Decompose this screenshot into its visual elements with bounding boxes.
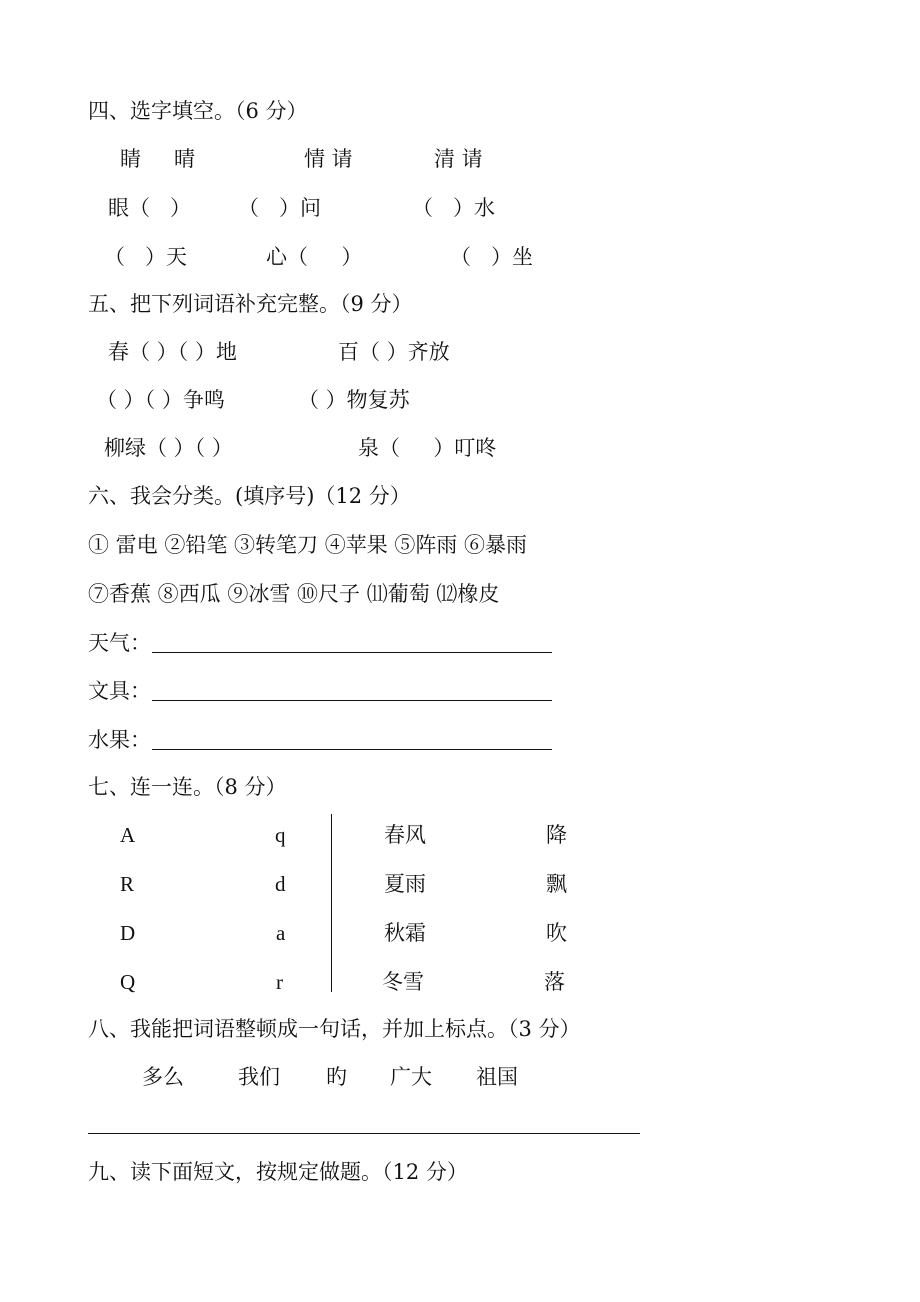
season-word: 秋霜 bbox=[384, 921, 426, 945]
word-card: 祖国 bbox=[476, 1065, 518, 1089]
word-card: 我们 bbox=[238, 1065, 280, 1089]
section-5-heading: 五、把下列词语补充完整。（9 分） bbox=[88, 292, 413, 316]
blank-4-4: （ ）天 bbox=[104, 245, 188, 269]
idiom-3: （ ）（ ）争鸣 bbox=[96, 388, 225, 412]
verb-word: 吹 bbox=[546, 921, 567, 945]
season-word: 夏雨 bbox=[384, 872, 426, 896]
choice-1: 睛 bbox=[120, 147, 141, 171]
items-line-1: ① 雷电 ②铅笔 ③转笔刀 ④苹果 ⑤阵雨 ⑥暴雨 bbox=[88, 533, 528, 557]
idiom-6: 泉（ ）叮咚 bbox=[358, 436, 497, 460]
blank-4-2: （ ）问 bbox=[238, 196, 322, 220]
lower-letter: d bbox=[275, 872, 286, 896]
blank-4-3: （ ）水 bbox=[412, 196, 496, 220]
blank-4-1: 眼（ ） bbox=[108, 196, 192, 220]
lower-letter: q bbox=[275, 823, 286, 847]
answer-line-fruit bbox=[152, 749, 552, 750]
blank-4-6: （ ）坐 bbox=[450, 245, 534, 269]
idiom-1: 春（ ）（ ）地 bbox=[108, 340, 237, 364]
lower-letter: a bbox=[276, 921, 286, 945]
verb-word: 落 bbox=[544, 970, 565, 994]
word-card: 旳 bbox=[326, 1065, 347, 1089]
upper-letter: D bbox=[120, 921, 136, 945]
choice-3: 情 请 bbox=[304, 147, 353, 171]
choice-2: 晴 bbox=[174, 147, 195, 171]
word-card: 广大 bbox=[390, 1065, 432, 1089]
category-weather: 天气： bbox=[88, 631, 151, 655]
answer-line-weather bbox=[152, 652, 552, 653]
section-9-heading: 九、读下面短文，按规定做题。（12 分） bbox=[88, 1160, 468, 1184]
section-6-heading: 六、我会分类。(填序号)（12 分） bbox=[88, 484, 411, 508]
upper-letter: R bbox=[120, 872, 135, 896]
section-4-heading: 四、选字填空。（6 分） bbox=[88, 99, 308, 123]
divider-line bbox=[331, 814, 332, 992]
verb-word: 飘 bbox=[546, 872, 567, 896]
answer-line-stationery bbox=[152, 700, 552, 701]
idiom-5: 柳绿（ ）（ ） bbox=[104, 436, 233, 460]
season-word: 冬雪 bbox=[382, 970, 424, 994]
word-card: 多么 bbox=[142, 1065, 184, 1089]
sentence-answer-line bbox=[88, 1133, 640, 1134]
upper-letter: Q bbox=[120, 970, 136, 994]
blank-4-5: 心（ ） bbox=[266, 245, 363, 269]
choice-4: 清 请 bbox=[434, 147, 483, 171]
idiom-2: 百（ ）齐放 bbox=[338, 340, 450, 364]
section-8-heading: 八、我能把词语整顿成一句话，并加上标点。（3 分） bbox=[88, 1017, 581, 1041]
category-fruit: 水果： bbox=[88, 728, 151, 752]
category-stationery: 文具： bbox=[88, 679, 151, 703]
season-word: 春风 bbox=[384, 823, 426, 847]
upper-letter: A bbox=[120, 823, 136, 847]
section-7-heading: 七、连一连。（8 分） bbox=[88, 775, 287, 799]
verb-word: 降 bbox=[546, 823, 567, 847]
items-line-2: ⑦香蕉 ⑧西瓜 ⑨冰雪 ⑩尺子 ⑾葡萄 ⑿橡皮 bbox=[88, 582, 500, 606]
lower-letter: r bbox=[276, 970, 283, 994]
idiom-4: （ ）物复苏 bbox=[298, 388, 410, 412]
